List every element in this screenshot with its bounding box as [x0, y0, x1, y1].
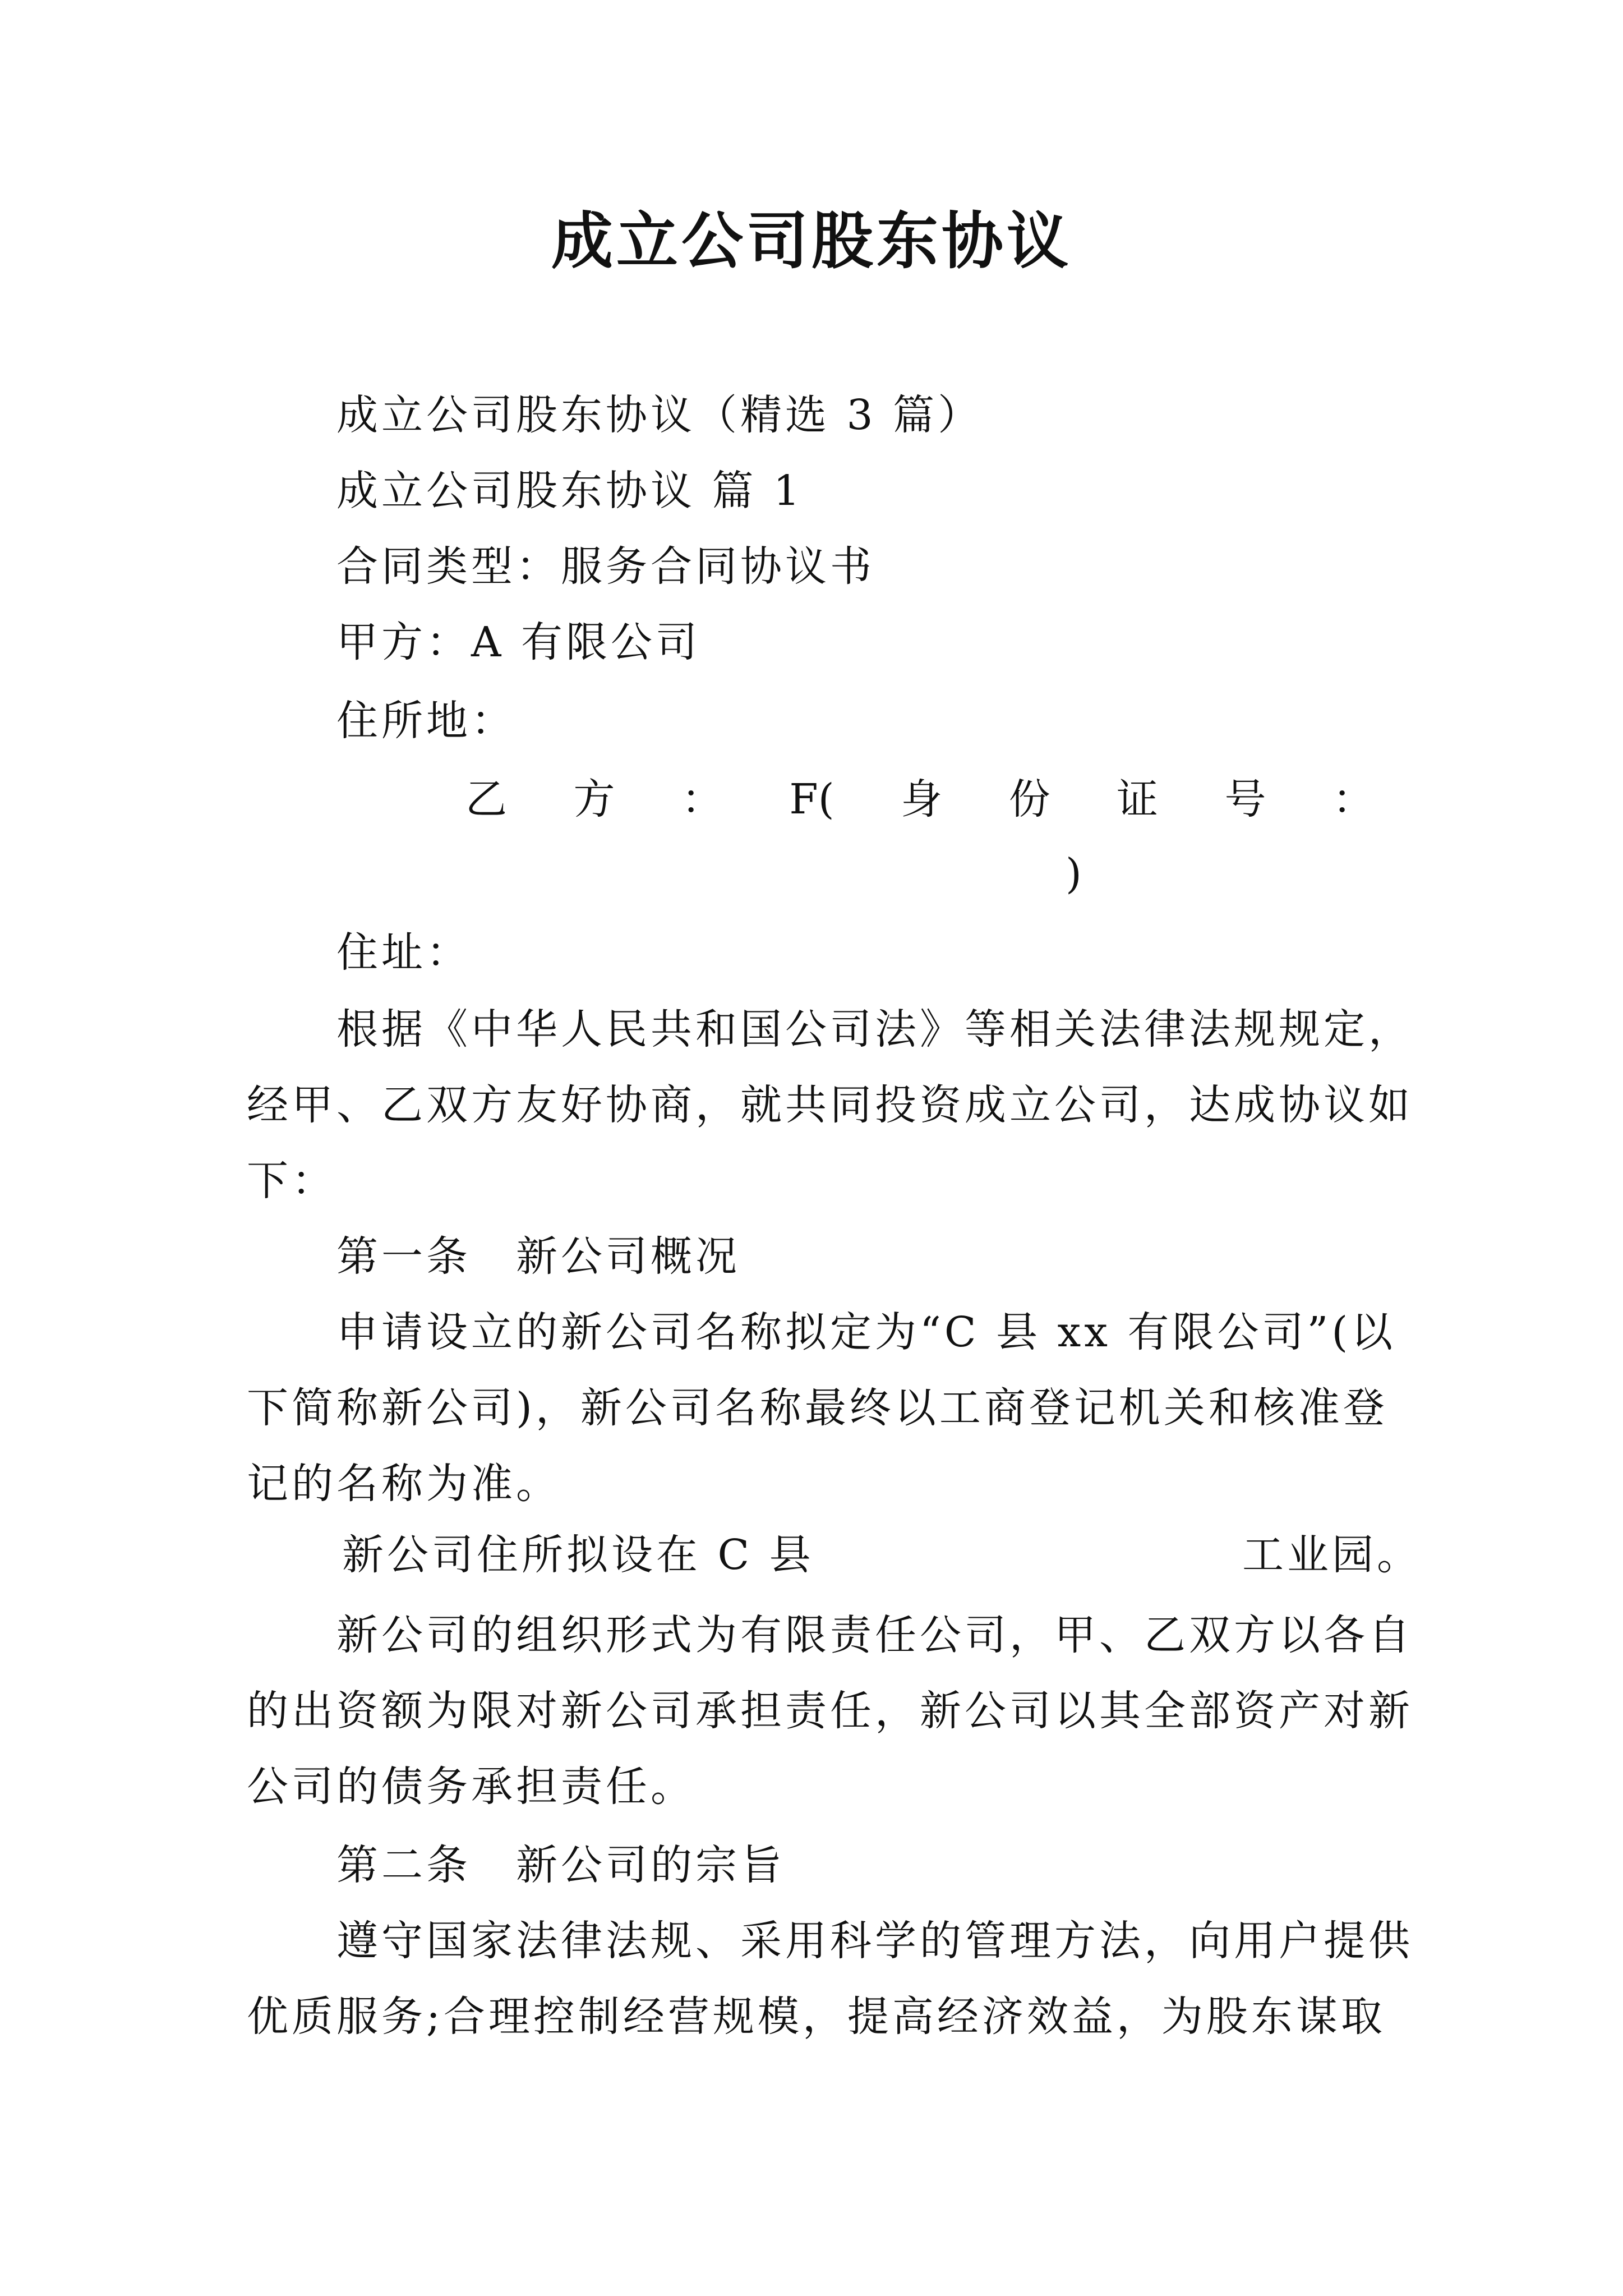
subtitle-part: 成立公司股东协议 篇 1 — [336, 467, 804, 515]
paragraph-line: 下简称新公司)，新公司名称最终以工商登记机关和核准登 — [247, 1384, 1388, 1432]
paragraph-line: 新公司的组织形式为有限责任公司，甲、乙双方以各自 — [336, 1611, 1413, 1659]
paragraph-line: 申请设立的新公司名称拟定为“C 县 xx 有限公司”(以 — [336, 1308, 1396, 1356]
document-title: 成立公司股东协议 — [551, 205, 1072, 277]
contract-type: 合同类型：服务合同协议书 — [336, 542, 875, 591]
paragraph-line: 下： — [247, 1157, 336, 1205]
paragraph-line: 遵守国家法律法规、采用科学的管理方法，向用户提供 — [336, 1917, 1413, 1965]
article-heading: 第二条 新公司的宗旨 — [336, 1841, 785, 1889]
party-b-token: ： — [681, 775, 723, 823]
party-a: 甲方：A 有限公司 — [336, 618, 700, 666]
paragraph-line: 根据《中华人民共和国公司法》等相关法律法规规定， — [336, 1005, 1413, 1053]
party-b-token: 份 — [1008, 775, 1050, 823]
subtitle-selected: 成立公司股东协议（精选 3 篇） — [336, 391, 983, 439]
party-b-token: F( — [789, 775, 834, 823]
party-b-token: 乙 — [465, 775, 507, 823]
paragraph-line: 优质服务;合理控制经营规模，提高经济效益，为股东谋取 — [247, 1993, 1386, 2041]
paragraph-line: 经甲、乙双方友好协商，就共同投资成立公司，达成协议如 — [247, 1081, 1413, 1129]
paragraph-line: 记的名称为准。 — [247, 1460, 561, 1508]
party-b-address: 住址： — [336, 928, 471, 977]
party-b-token: ： — [1332, 775, 1374, 823]
paragraph-line: 的出资额为限对新公司承担责任，新公司以其全部资产对新 — [247, 1687, 1413, 1735]
company-address-left: 新公司住所拟设在 C 县 — [342, 1531, 814, 1579]
party-a-address: 住所地： — [336, 697, 516, 745]
party-b-id-close: ) — [1066, 850, 1082, 898]
party-b-token: 身 — [901, 775, 943, 823]
paragraph-line: 公司的债务承担责任。 — [247, 1763, 695, 1811]
party-b-token: 方 — [573, 775, 615, 823]
party-b-line — [465, 771, 1374, 827]
article-heading: 第一条 新公司概况 — [336, 1232, 740, 1281]
party-b-token: 证 — [1117, 775, 1159, 823]
company-address-right: 工业园。 — [1242, 1531, 1422, 1579]
party-b-token: 号 — [1224, 775, 1266, 823]
